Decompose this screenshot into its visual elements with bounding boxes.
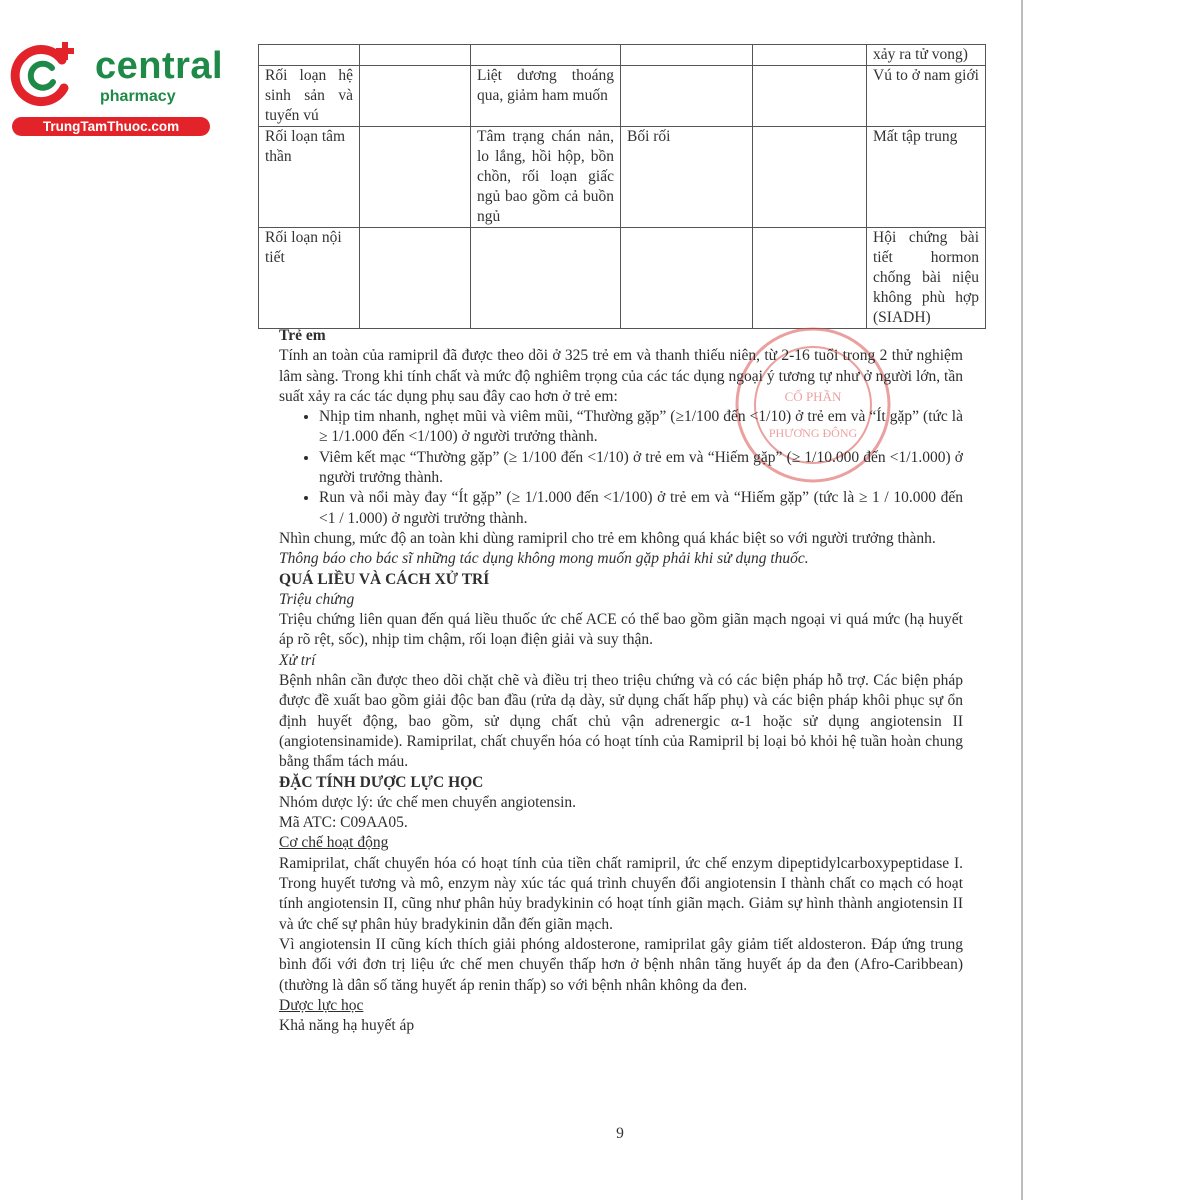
table-row: [259, 45, 986, 66]
subheading: Dược lực học: [279, 996, 364, 1014]
table-cell: [360, 127, 471, 228]
table-row: [259, 228, 986, 329]
table-cell: [753, 127, 867, 228]
page-edge-line: [1021, 0, 1023, 1200]
side-effects-table: [258, 44, 986, 329]
table-cell: Hội chứng bài tiết hormon chống bài niệu không phù hợp (SIADH): [867, 228, 986, 329]
table-cell: Rối loạn hệ sinh sản và tuyến vú: [259, 66, 360, 127]
document-body: [279, 326, 963, 1036]
table-cell: Tâm trạng chán nản, lo lắng, hồi hộp, bồn chồn, rối loạn giấc ngủ bao gồm cả buồn ngủ: [471, 127, 621, 228]
table-cell: Rối loạn nội tiết: [259, 228, 360, 329]
page-number: 9: [616, 1125, 624, 1142]
subheading: Triệu chứng: [279, 590, 355, 608]
list-item: • Run và nổi mày đay “Ít gặp” (≥ 1/1.000 đến <1/100) ở trẻ em và “Hiếm gặp” (tức là ≥ 1 / 10.000 đến <1 / 1.000) ở người trưởng thành.: [319, 488, 963, 529]
table-cell: [259, 45, 360, 66]
paragraph: Mã ATC: C09AA05.: [279, 814, 408, 832]
notice-text: Thông báo cho bác sĩ những tác dụng không mong muốn gặp phải khi sử dụng thuốc.: [279, 550, 809, 568]
subheading: Xử trí: [279, 651, 316, 669]
stamp-text-top: CỔ PHẦN: [784, 389, 842, 404]
table-cell: xảy ra tử vong): [867, 45, 986, 66]
section-heading: Trẻ em: [279, 327, 326, 344]
subheading: Cơ chế hoạt động: [279, 834, 389, 852]
brand-subtitle: pharmacy: [100, 88, 176, 105]
table-cell: Rối loạn tâm thần: [259, 127, 360, 228]
paragraph: Nhóm dược lý: ức chế men chuyển angiotensin.: [279, 793, 577, 811]
brand-url-link[interactable]: TrungTamThuoc.com: [12, 117, 210, 136]
paragraph: Vì angiotensin II cũng kích thích giải phóng aldosterone, ramiprilat gây giảm tiết aldosteron. Đáp ứng trung bình đối với đơn trị liệu ức chế men chuyển thấp hơn ở bệnh nhân tăng huyết áp da đen (Afro-Caribbean) (thường là dân số tăng huyết áp renin thấp) so với bệnh nhân không da đen.: [279, 935, 963, 994]
brand-logo[interactable]: [10, 38, 224, 138]
table-cell: [360, 66, 471, 127]
table-cell: Liệt dương thoáng qua, giảm ham muốn: [471, 66, 621, 127]
table-cell: Vú to ở nam giới: [867, 66, 986, 127]
table-cell: [360, 228, 471, 329]
table-cell: [360, 45, 471, 66]
list-item: • Viêm kết mạc “Thường gặp” (≥ 1/100 đến <1/10) ở trẻ em và “Hiếm gặp” (≥ 1/10.000 đến <1/1.000) ở người trưởng thành.: [319, 448, 963, 489]
central-pharmacy-logo-icon: [10, 38, 82, 110]
table-cell: [753, 228, 867, 329]
section-heading: ĐẶC TÍNH DƯỢC LỰC HỌC: [279, 773, 484, 791]
paragraph: Tính an toàn của ramipril đã được theo dõi ở 325 trẻ em và thanh thiếu niên, từ 2-16 tuổi trong 2 thử nghiệm lâm sàng. Trong khi tính chất và mức độ nghiêm trọng của các tác dụng ngoại ý tương tự như ở người lớn, tần suất xảy ra các tác dụng phụ sau đây cao hơn ở trẻ em:: [279, 347, 963, 405]
paragraph: Bệnh nhân cần được theo dõi chặt chẽ và điều trị theo triệu chứng và có các biện pháp hỗ trợ. Các biện pháp được đề xuất bao gồm giải độc ban đầu (rửa dạ dày, sử dụng chất hấp phụ) và các biện pháp khôi phục sự ổn định huyết động, bao gồm, sử dụng chất chủ vận adrenergic α-1 hoặc sử dụng angiotensin II (angiotensinamide). Ramiprilat, chất chuyển hóa có hoạt tính của Ramipril bị loại bỏ khỏi hệ tuần hoàn chung bằng thẩm tách máu.: [279, 672, 963, 771]
paragraph: Ramiprilat, chất chuyển hóa có hoạt tính của tiền chất ramipril, ức chế enzym dipeptidylcarboxypeptidase I. Trong huyết tương và mô, enzym này xúc tác quá trình chuyển đổi angiotensin I thành chất co mạch có hoạt tính angiotensin II, cũng như phân hủy bradykinin có hoạt tính giãn mạch. Giảm sự hình thành angiotensin II và ức chế sự phân hủy bradykinin dẫn đến giãn mạch.: [279, 854, 963, 933]
section-heading: QUÁ LIỀU VÀ CÁCH XỬ TRÍ: [279, 570, 490, 588]
table-cell: [621, 228, 753, 329]
table-row: [259, 66, 986, 127]
table-cell: [621, 66, 753, 127]
table-cell: [753, 45, 867, 66]
table-row: [259, 127, 986, 228]
list-item: • Nhịp tim nhanh, nghẹt mũi và viêm mũi, “Thường gặp” (≥1/100 đến <1/10) ở trẻ em và “Ít gặp” (tức là ≥ 1/1.000 đến <1/100) ở người trưởng thành.: [319, 407, 963, 448]
table-cell: [471, 45, 621, 66]
stamp-text-bottom: PHƯƠNG ĐÔNG: [768, 426, 858, 440]
paragraph: Nhìn chung, mức độ an toàn khi dùng ramipril cho trẻ em không quá khác biệt so với người trưởng thành.: [279, 529, 936, 547]
paragraph: Khả năng hạ huyết áp: [279, 1017, 415, 1035]
brand-name: central: [95, 45, 224, 87]
table-cell: Bối rối: [621, 127, 753, 228]
table-cell: Mất tập trung: [867, 127, 986, 228]
table-cell: [621, 45, 753, 66]
bullet-list: [279, 407, 963, 529]
table-cell: [753, 66, 867, 127]
paragraph: Triệu chứng liên quan đến quá liều thuốc ức chế ACE có thể bao gồm giãn mạch ngoại vi quá mức (hạ huyết áp rõ rệt, sốc), nhịp tim chậm, rối loạn điện giải và suy thận.: [279, 611, 963, 649]
table-cell: [471, 228, 621, 329]
